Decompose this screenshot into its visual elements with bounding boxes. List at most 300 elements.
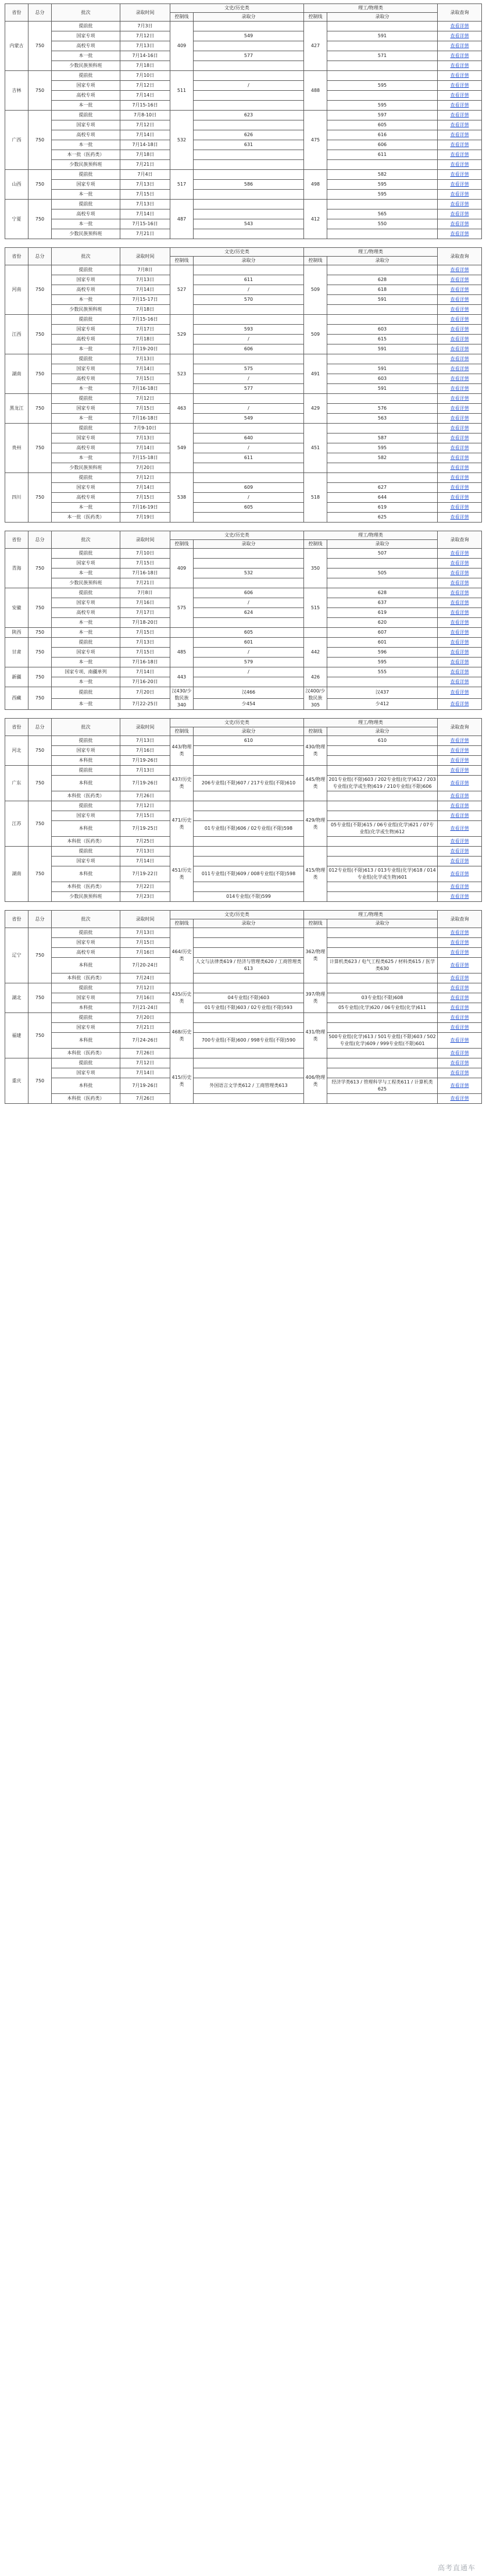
arts-admit-score [194, 91, 304, 101]
science-admit-score [327, 559, 438, 569]
arts-admit-score: 586 [194, 180, 304, 190]
detail-link[interactable]: 查看详情 [450, 182, 469, 187]
link-cell [438, 1094, 482, 1104]
detail-link[interactable]: 查看详情 [450, 425, 469, 431]
science-admit-score: 605 [327, 120, 438, 130]
detail-link[interactable]: 查看详情 [450, 610, 469, 615]
detail-link[interactable]: 查看详情 [450, 221, 469, 226]
province-name: 辽宁 [5, 928, 28, 983]
province-name: 四川 [5, 473, 28, 523]
batch-name: 国家专项 [52, 598, 120, 608]
batch-name: 国家专项 [52, 120, 120, 130]
detail-link[interactable]: 查看详情 [450, 639, 469, 645]
table-row [5, 150, 482, 160]
detail-link[interactable]: 查看详情 [450, 356, 469, 361]
detail-link[interactable]: 查看详情 [450, 690, 469, 695]
header-sci-control: 控制线 [304, 919, 327, 928]
admit-time: 7月18日 [120, 61, 170, 71]
batch-name: 本科批 [52, 958, 120, 973]
detail-link[interactable]: 查看详情 [450, 366, 469, 371]
detail-link[interactable]: 查看详情 [450, 485, 469, 490]
batch-name: 高校专项 [52, 608, 120, 618]
science-control-line: 429 [304, 394, 327, 424]
header-arts-control: 控制线 [170, 13, 194, 22]
table-row [5, 374, 482, 384]
detail-link[interactable]: 查看详情 [450, 83, 469, 88]
header-link: 录取查询 [438, 911, 482, 928]
link-cell [438, 295, 482, 305]
admit-time: 7月12日 [120, 473, 170, 483]
admission-score-document [5, 3, 481, 1112]
detail-link[interactable]: 查看详情 [450, 112, 469, 118]
province-name: 青海 [5, 549, 28, 588]
table-row [5, 1003, 482, 1013]
detail-link[interactable]: 查看详情 [450, 930, 469, 935]
total-score: 750 [28, 638, 52, 667]
science-admit-score: 620 [327, 618, 438, 628]
header-link: 录取查询 [438, 719, 482, 736]
batch-name: 少数民族预科班 [52, 61, 120, 71]
link-cell [438, 791, 482, 801]
link-cell [438, 190, 482, 200]
science-admit-score: 经济学类613 / 管理科学与工程类611 / 计算机类625 [327, 1078, 438, 1094]
table-row [5, 51, 482, 61]
table-row [5, 1068, 482, 1078]
link-cell [438, 801, 482, 811]
detail-link[interactable]: 查看详情 [450, 73, 469, 78]
link-cell [438, 130, 482, 140]
detail-link[interactable]: 查看详情 [450, 962, 469, 968]
link-cell [438, 170, 482, 180]
arts-admit-score [194, 801, 304, 811]
detail-link[interactable]: 查看详情 [450, 1060, 469, 1065]
detail-link[interactable]: 查看详情 [450, 23, 469, 29]
science-admit-score: 596 [327, 648, 438, 658]
batch-name: 本一批 [52, 453, 120, 463]
detail-link[interactable]: 查看详情 [450, 396, 469, 401]
link-cell [438, 305, 482, 315]
arts-admit-score [194, 857, 304, 866]
table-row [5, 394, 482, 404]
batch-name: 本科批（医药类） [52, 973, 120, 983]
table-row [5, 736, 482, 746]
detail-link[interactable]: 查看详情 [450, 514, 469, 520]
total-score: 750 [28, 424, 52, 473]
link-cell [438, 648, 482, 658]
detail-link[interactable]: 查看详情 [450, 1005, 469, 1010]
link-cell [438, 746, 482, 756]
arts-admit-score: 609 [194, 483, 304, 493]
arts-admit-score [194, 766, 304, 776]
link-cell [438, 111, 482, 120]
science-admit-score [327, 463, 438, 473]
detail-link[interactable]: 查看详情 [450, 620, 469, 625]
detail-link[interactable]: 查看详情 [450, 455, 469, 460]
science-admit-score [327, 1058, 438, 1068]
detail-link[interactable]: 查看详情 [450, 307, 469, 312]
detail-link[interactable]: 查看详情 [450, 580, 469, 585]
detail-link[interactable]: 查看详情 [450, 191, 469, 197]
link-cell [438, 209, 482, 219]
detail-link[interactable]: 查看详情 [450, 406, 469, 411]
science-admit-score: 555 [327, 667, 438, 677]
batch-name: 提前批 [52, 928, 120, 938]
detail-link[interactable]: 查看详情 [450, 590, 469, 595]
table-row [5, 983, 482, 993]
table-row [5, 463, 482, 473]
admission-table [5, 247, 482, 523]
detail-link[interactable]: 查看详情 [450, 201, 469, 207]
header-arts-control: 控制线 [170, 540, 194, 549]
table-row [5, 821, 482, 837]
detail-link[interactable]: 查看详情 [450, 600, 469, 605]
detail-link[interactable]: 查看详情 [450, 287, 469, 292]
arts-admit-score: 人文与法律类619 / 经济与管理类620 / 工商管理类613 [194, 958, 304, 973]
detail-link[interactable]: 查看详情 [450, 172, 469, 177]
detail-link[interactable]: 查看详情 [450, 940, 469, 945]
detail-link[interactable]: 查看详情 [450, 659, 469, 665]
detail-link[interactable]: 查看详情 [450, 231, 469, 236]
link-cell [438, 628, 482, 638]
link-cell [438, 1013, 482, 1023]
arts-admit-score: 549 [194, 414, 304, 424]
detail-link[interactable]: 查看详情 [450, 871, 469, 876]
link-cell [438, 424, 482, 434]
arts-admit-score: 626 [194, 130, 304, 140]
science-control-line: 412 [304, 200, 327, 239]
detail-link[interactable]: 查看详情 [450, 813, 469, 818]
batch-name: 国家专项 [52, 364, 120, 374]
header-sci-control: 控制线 [304, 257, 327, 265]
detail-link[interactable]: 查看详情 [450, 738, 469, 743]
link-cell [438, 776, 482, 791]
detail-link[interactable]: 查看详情 [450, 415, 469, 421]
province-name: 河北 [5, 736, 28, 766]
province-name: 西藏 [5, 687, 28, 710]
detail-link[interactable]: 查看详情 [450, 701, 469, 706]
batch-name: 提前批 [52, 588, 120, 598]
link-cell [438, 549, 482, 559]
detail-link[interactable]: 查看详情 [450, 570, 469, 575]
table-row [5, 658, 482, 667]
detail-link[interactable]: 查看详情 [450, 465, 469, 470]
admit-time: 7月8日 [120, 588, 170, 598]
table-row [5, 209, 482, 219]
detail-link[interactable]: 查看详情 [450, 894, 469, 899]
link-cell [438, 414, 482, 424]
science-control-line [304, 628, 327, 638]
arts-control-line: 517 [170, 170, 194, 200]
province-name: 江苏 [5, 801, 28, 847]
batch-name: 高校专项 [52, 335, 120, 344]
link-cell [438, 325, 482, 335]
detail-link[interactable]: 查看详情 [450, 475, 469, 480]
table-row [5, 315, 482, 325]
admit-time: 7月15日 [120, 559, 170, 569]
arts-control-line: 464/历史类 [170, 928, 194, 983]
science-admit-score: 595 [327, 180, 438, 190]
detail-link[interactable]: 查看详情 [450, 975, 469, 980]
link-cell [438, 1023, 482, 1033]
arts-admit-score [194, 424, 304, 434]
science-admit-score: 507 [327, 549, 438, 559]
arts-control-line: 523 [170, 354, 194, 394]
header-batch: 批次 [52, 248, 120, 265]
table-row [5, 325, 482, 335]
detail-link[interactable]: 查看详情 [450, 43, 469, 48]
link-cell [438, 463, 482, 473]
science-control-line: 362/物理类 [304, 928, 327, 983]
admit-time: 7月16-18日 [120, 658, 170, 667]
table-row [5, 443, 482, 453]
batch-name: 本一批 [52, 384, 120, 394]
table-row [5, 811, 482, 821]
detail-link[interactable]: 查看详情 [450, 803, 469, 808]
science-admit-score: 597 [327, 111, 438, 120]
batch-name: 提前批 [52, 847, 120, 857]
header-total: 总分 [28, 531, 52, 549]
detail-link[interactable]: 查看详情 [450, 768, 469, 773]
detail-link[interactable]: 查看详情 [450, 1083, 469, 1088]
detail-link[interactable]: 查看详情 [450, 1015, 469, 1020]
header-science: 理工/物理类 [304, 248, 438, 257]
header-arts-admit: 录取分 [194, 540, 304, 549]
arts-admit-score [194, 791, 304, 801]
arts-admit-score [194, 837, 304, 847]
arts-control-line: 409 [170, 22, 194, 71]
batch-name: 国家专项 [52, 81, 120, 91]
detail-link[interactable]: 查看详情 [450, 317, 469, 322]
arts-admit-score [194, 394, 304, 404]
science-admit-score: 计算机类623 / 电气工程类625 / 材料类615 / 医学类630 [327, 958, 438, 973]
arts-admit-score: / [194, 335, 304, 344]
arts-admit-score: 611 [194, 453, 304, 463]
detail-link[interactable]: 查看详情 [450, 336, 469, 342]
arts-admit-score: 605 [194, 503, 304, 513]
admit-time: 7月4日 [120, 170, 170, 180]
detail-link[interactable]: 查看详情 [450, 376, 469, 381]
detail-link[interactable]: 查看详情 [450, 495, 469, 500]
admit-time: 7月12日 [120, 120, 170, 130]
detail-link[interactable]: 查看详情 [450, 1037, 469, 1043]
link-cell [438, 811, 482, 821]
batch-name: 国家专项 [52, 434, 120, 443]
arts-admit-score [194, 847, 304, 857]
link-cell [438, 847, 482, 857]
science-admit-score [327, 756, 438, 766]
arts-control-line: 511 [170, 71, 194, 111]
header-total: 总分 [28, 719, 52, 736]
science-control-line: 491 [304, 354, 327, 394]
science-admit-score [327, 305, 438, 315]
detail-link[interactable]: 查看详情 [450, 1025, 469, 1030]
science-admit-score [327, 91, 438, 101]
detail-link[interactable]: 查看详情 [450, 162, 469, 167]
arts-admit-score [194, 756, 304, 766]
detail-link[interactable]: 查看详情 [450, 679, 469, 684]
admit-time: 7月18日 [120, 305, 170, 315]
detail-link[interactable]: 查看详情 [450, 649, 469, 655]
detail-link[interactable]: 查看详情 [450, 630, 469, 635]
table-row [5, 882, 482, 892]
detail-link[interactable]: 查看详情 [450, 267, 469, 272]
batch-name: 本科批 [52, 1003, 120, 1013]
detail-link[interactable]: 查看详情 [450, 277, 469, 282]
batch-name: 本一批 [52, 101, 120, 111]
science-admit-score [327, 578, 438, 588]
link-cell [438, 928, 482, 938]
link-cell [438, 1078, 482, 1094]
admit-time: 7月15日 [120, 374, 170, 384]
arts-control-line [170, 628, 194, 638]
table-row [5, 791, 482, 801]
science-admit-score: 05专业组(化学)620 / 06专业组(化学)611 [327, 1003, 438, 1013]
detail-link[interactable]: 查看详情 [450, 758, 469, 763]
detail-link[interactable]: 查看详情 [450, 1070, 469, 1075]
science-admit-score: 汉437 [327, 687, 438, 699]
arts-admit-score: 外国语言文学类612 / 工商管理类613 [194, 1078, 304, 1094]
batch-name: 本科批 [52, 1078, 120, 1094]
detail-link[interactable]: 查看详情 [450, 950, 469, 955]
total-score: 750 [28, 1058, 52, 1104]
batch-name: 提前批 [52, 111, 120, 120]
arts-control-line: 487 [170, 200, 194, 239]
arts-admit-score [194, 200, 304, 209]
table-row [5, 766, 482, 776]
detail-link[interactable]: 查看详情 [450, 838, 469, 844]
detail-link[interactable]: 查看详情 [450, 504, 469, 510]
admit-time: 7月15-17日 [120, 295, 170, 305]
batch-name: 高校专项 [52, 130, 120, 140]
header-link: 录取查询 [438, 4, 482, 22]
science-control-line: 350 [304, 549, 327, 588]
science-admit-score [327, 677, 438, 687]
detail-link[interactable]: 查看详情 [450, 995, 469, 1000]
arts-admit-score: 610 [194, 736, 304, 746]
admit-time: 7月19-26日 [120, 1078, 170, 1094]
admit-time: 7月14日 [120, 130, 170, 140]
admit-time: 7月13日 [120, 41, 170, 51]
arts-admit-score: 623 [194, 111, 304, 120]
admit-time: 7月19-25日 [120, 821, 170, 837]
detail-link[interactable]: 查看详情 [450, 669, 469, 674]
detail-link[interactable]: 查看详情 [450, 985, 469, 990]
detail-link[interactable]: 查看详情 [450, 102, 469, 108]
province-name: 湖北 [5, 983, 28, 1013]
detail-link[interactable]: 查看详情 [450, 386, 469, 391]
detail-link[interactable]: 查看详情 [450, 435, 469, 440]
arts-admit-score: / [194, 404, 304, 414]
detail-link[interactable]: 查看详情 [450, 33, 469, 38]
detail-link[interactable]: 查看详情 [450, 560, 469, 566]
link-cell [438, 618, 482, 628]
science-admit-score: 618 [327, 285, 438, 295]
detail-link[interactable]: 查看详情 [450, 122, 469, 127]
detail-link[interactable]: 查看详情 [450, 326, 469, 332]
arts-admit-score: 少454 [194, 698, 304, 710]
table-row [5, 1094, 482, 1104]
table-row [5, 756, 482, 766]
science-admit-score: 05专业组(不限)615 / 06专业组(化学)621 / 07专业组(化学或生物)612 [327, 821, 438, 837]
batch-name: 高校专项 [52, 948, 120, 958]
detail-link[interactable]: 查看详情 [450, 53, 469, 58]
link-cell [438, 598, 482, 608]
detail-link[interactable]: 查看详情 [450, 132, 469, 137]
admit-time: 7月8日 [120, 265, 170, 275]
arts-admit-score [194, 473, 304, 483]
detail-link[interactable]: 查看详情 [450, 142, 469, 147]
detail-link[interactable]: 查看详情 [450, 858, 469, 864]
detail-link[interactable]: 查看详情 [450, 297, 469, 302]
total-score: 750 [28, 200, 52, 239]
arts-control-line: 443/物理类 [170, 736, 194, 766]
admit-time: 7月19-26日 [120, 776, 170, 791]
link-cell [438, 285, 482, 295]
arts-admit-score: 577 [194, 51, 304, 61]
arts-control-line: 538 [170, 473, 194, 523]
header-sci-admit: 录取分 [327, 727, 438, 736]
detail-link[interactable]: 查看详情 [450, 152, 469, 157]
arts-admit-score [194, 209, 304, 219]
detail-link[interactable]: 查看详情 [450, 1096, 469, 1101]
detail-link[interactable]: 查看详情 [450, 826, 469, 831]
header-province: 省份 [5, 4, 28, 22]
table-row [5, 111, 482, 120]
detail-link[interactable]: 查看详情 [450, 550, 469, 556]
detail-link[interactable]: 查看详情 [450, 445, 469, 450]
link-cell [438, 736, 482, 746]
detail-link[interactable]: 查看详情 [450, 780, 469, 786]
arts-admit-score [194, 354, 304, 364]
detail-link[interactable]: 查看详情 [450, 884, 469, 889]
admit-time: 7月16日 [120, 948, 170, 958]
detail-link[interactable]: 查看详情 [450, 346, 469, 351]
admit-time: 7月13日 [120, 180, 170, 190]
arts-admit-score: 624 [194, 608, 304, 618]
arts-admit-score [194, 677, 304, 687]
admit-time: 7月22日 [120, 882, 170, 892]
arts-admit-score [194, 463, 304, 473]
science-admit-score: 607 [327, 628, 438, 638]
detail-link[interactable]: 查看详情 [450, 793, 469, 798]
admit-time: 7月15日 [120, 938, 170, 948]
detail-link[interactable]: 查看详情 [450, 748, 469, 753]
admit-time: 7月18日 [120, 150, 170, 160]
batch-name: 本一批 [52, 295, 120, 305]
arts-admit-score: 611 [194, 275, 304, 285]
detail-link[interactable]: 查看详情 [450, 848, 469, 854]
batch-name: 提前批 [52, 736, 120, 746]
arts-admit-score [194, 101, 304, 111]
detail-link[interactable]: 查看详情 [450, 1050, 469, 1056]
batch-name: 本科批 [52, 866, 120, 882]
science-control-line: 509 [304, 315, 327, 354]
batch-name: 本一批（医药类） [52, 150, 120, 160]
science-admit-score [327, 315, 438, 325]
link-cell [438, 756, 482, 766]
detail-link[interactable]: 查看详情 [450, 63, 469, 68]
province-name: 吉林 [5, 71, 28, 111]
total-score: 750 [28, 687, 52, 710]
header-arts: 文史/历史类 [170, 911, 304, 919]
header-sci-control: 控制线 [304, 13, 327, 22]
admit-time: 7月13日 [120, 928, 170, 938]
batch-name: 提前批 [52, 473, 120, 483]
detail-link[interactable]: 查看详情 [450, 93, 469, 98]
detail-link[interactable]: 查看详情 [450, 211, 469, 216]
table-row [5, 305, 482, 315]
arts-admit-score: 601 [194, 638, 304, 648]
